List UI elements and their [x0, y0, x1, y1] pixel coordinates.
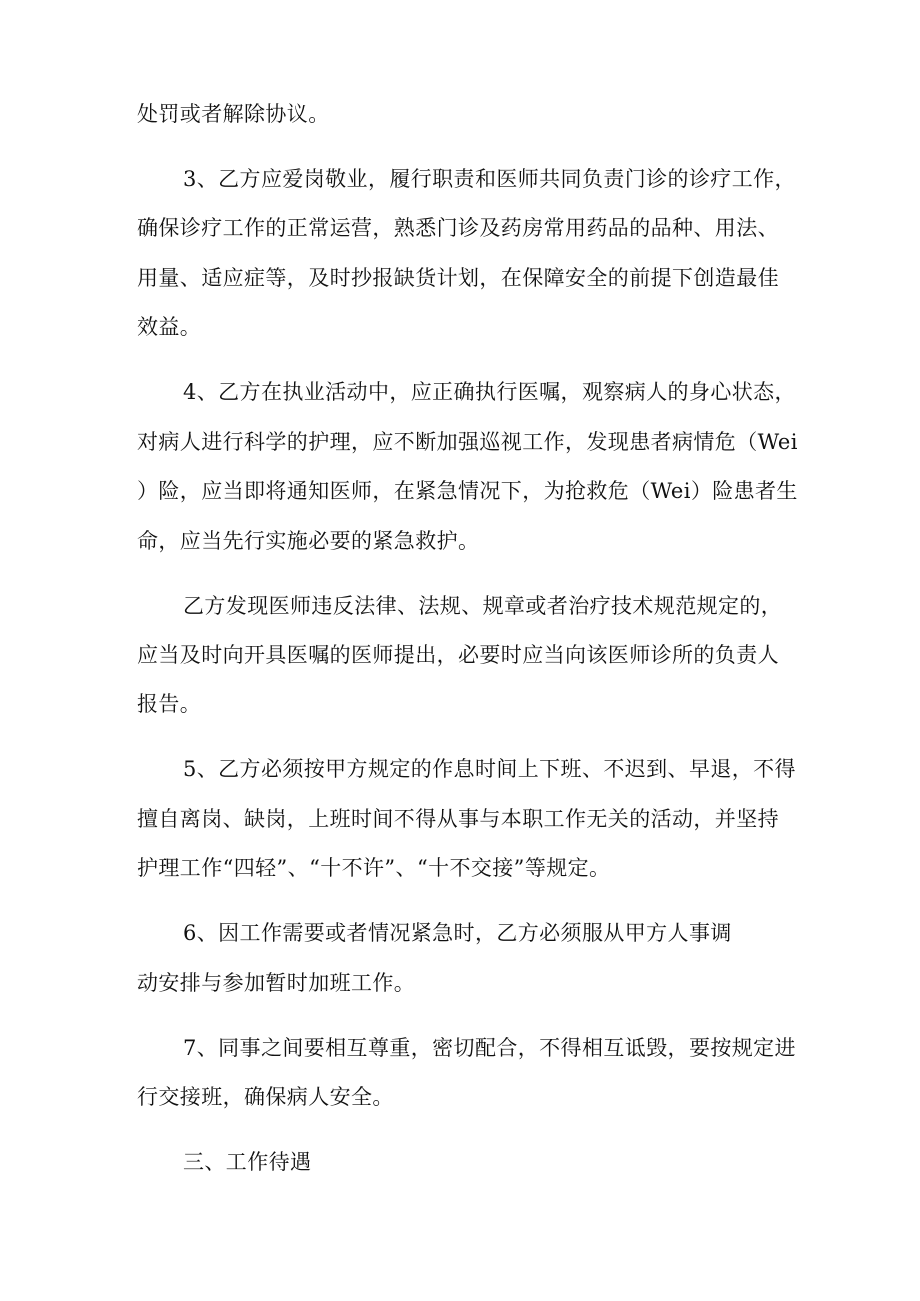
text-line: 5、乙方必须按甲方规定的作息时间上下班、不迟到、早退，不得 — [183, 757, 796, 781]
text-line: 对病人进行科学的护理，应不断加强巡视工作，发现患者病情危（Wei — [137, 430, 798, 454]
text-line: 应当及时向开具医嘱的医师提出，必要时应当向该医师诊所的负责人 — [137, 643, 779, 667]
text-line: 3、乙方应爱岗敬业，履行职责和医师共同负责门诊的诊疗工作， — [183, 167, 796, 191]
text-line: 4、乙方在执业活动中，应正确执行医嘱，观察病人的身心状态， — [183, 380, 796, 404]
section-heading: 三、工作待遇 — [183, 1150, 312, 1174]
text-line: 乙方发现医师违反法律、法规、规章或者治疗技术规范规定的， — [183, 594, 783, 618]
text-line: 7、同事之间要相互尊重，密切配合，不得相互诋毁，要按规定进 — [183, 1036, 796, 1060]
text-line: 报告。 — [137, 692, 202, 716]
text-line: 擅自离岗、缺岗，上班时间不得从事与本职工作无关的活动，并坚持 — [137, 807, 779, 831]
text-line: 动安排与参加暂时加班工作。 — [137, 971, 416, 995]
text-line: 处罚或者解除协议。 — [137, 102, 330, 126]
text-line: 用量、适应症等，及时抄报缺货计划，在保障安全的前提下创造最佳 — [137, 266, 779, 290]
text-line: 护理工作“四轻”、“十不许”、“十不交接”等规定。 — [137, 856, 611, 880]
text-line: 6、因工作需要或者情况紧急时，乙方必须服从甲方人事调 — [183, 921, 732, 945]
text-line: 确保诊疗工作的正常运营，熟悉门诊及药房常用药品的品种、用法、 — [137, 216, 779, 240]
text-line: ）险，应当即将通知医师，在紧急情况下，为抢救危（Wei）险患者生 — [137, 479, 798, 503]
text-line: 效益。 — [137, 315, 202, 339]
text-line: 命，应当先行实施必要的紧急救护。 — [137, 529, 480, 553]
text-line: 行交接班，确保病人安全。 — [137, 1085, 394, 1109]
